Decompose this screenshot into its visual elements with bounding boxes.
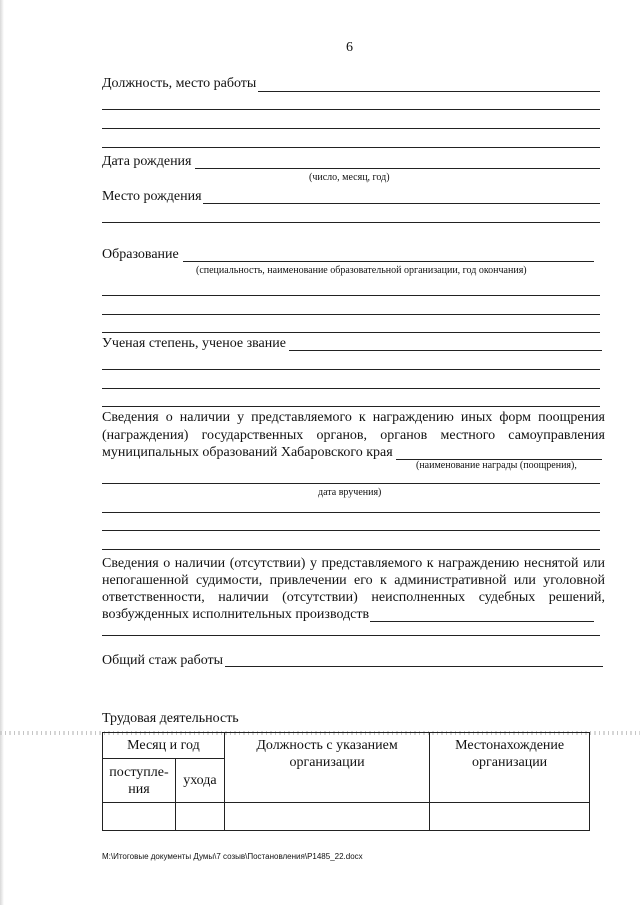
label-degree: Ученая степень, ученое звание <box>102 336 286 351</box>
header-location-line-2: организации <box>472 755 548 770</box>
header-position-line-1: Должность с указанием <box>256 738 398 753</box>
field-line[interactable] <box>102 388 600 389</box>
field-line[interactable] <box>102 530 600 531</box>
field-line[interactable] <box>102 147 600 148</box>
field-record-line[interactable] <box>370 621 594 622</box>
field-line[interactable] <box>102 295 600 296</box>
field-line[interactable] <box>102 406 600 407</box>
field-education-line[interactable] <box>183 261 594 262</box>
cell-entry[interactable] <box>103 803 176 831</box>
page-number: 6 <box>346 40 353 55</box>
field-line[interactable] <box>102 128 600 129</box>
awards-text-line-2: (награждения) государственных органов, органов местного самоуправления <box>102 428 605 443</box>
field-birth-date-line[interactable] <box>195 168 600 169</box>
field-birth-place-line[interactable] <box>203 203 600 204</box>
cell-exit[interactable] <box>175 803 224 831</box>
field-position-work-line[interactable] <box>258 91 600 92</box>
scan-edge <box>0 0 4 905</box>
header-entry-line-2: ния <box>128 781 150 797</box>
header-position-line-2: организации <box>289 755 365 770</box>
field-line[interactable] <box>102 109 600 110</box>
label-birth-date: Дата рождения <box>102 154 192 169</box>
footer-file-path: M:\Итоговые документы Думы\7 созыв\Постановления\Р1485_22.docx <box>102 852 363 861</box>
header-position <box>224 733 429 803</box>
awards-text-line-1: Сведения о наличии у представляемого к награждению иных форм поощрения <box>102 410 605 425</box>
work-section-title: Трудовая деятельность <box>102 711 239 726</box>
field-line[interactable] <box>102 314 600 315</box>
cell-position[interactable] <box>224 803 429 831</box>
record-text-line-2: непогашенной судимости, привлечении его к административной или уголовной <box>102 573 605 588</box>
field-total-experience-line[interactable] <box>225 666 603 667</box>
work-history-table <box>102 732 590 831</box>
hint-education: (специальность, наименование образовательной организации, год окончания) <box>196 265 527 276</box>
field-line[interactable] <box>102 483 600 484</box>
header-location <box>430 733 590 803</box>
hint-awards-1: (наименование награды (поощрения), <box>416 460 577 471</box>
table-row <box>103 803 590 831</box>
field-line[interactable] <box>102 222 600 223</box>
record-text-line-3: ответственности, наличии (отсутствии) неисполненных судебных решений, <box>102 590 605 605</box>
label-total-experience: Общий стаж работы <box>102 653 224 668</box>
header-month-year: Месяц и год <box>103 733 225 759</box>
field-line[interactable] <box>102 512 600 513</box>
cell-location[interactable] <box>430 803 590 831</box>
field-line[interactable] <box>102 369 600 370</box>
header-entry <box>103 759 176 803</box>
field-line[interactable] <box>102 549 600 550</box>
label-education: Образование <box>102 247 179 262</box>
label-position-work: Должность, место работы <box>102 76 257 91</box>
header-entry-line-1: поступле- <box>109 764 169 780</box>
field-line[interactable] <box>102 332 600 333</box>
header-exit: ухода <box>175 759 224 803</box>
record-text-line-1: Сведения о наличии (отсутствии) у представляемого к награждению неснятой или <box>102 556 605 571</box>
awards-text-line-3: муниципальных образований Хабаровского края <box>102 445 393 460</box>
record-text-line-4: возбужденных исполнительных производств <box>102 607 370 622</box>
header-location-line-1: Местонахождение <box>455 738 565 753</box>
hint-birth-date: (число, месяц, год) <box>309 172 390 183</box>
label-birth-place: Место рождения <box>102 189 202 204</box>
field-degree-line[interactable] <box>289 350 602 351</box>
field-line[interactable] <box>102 635 600 636</box>
hint-awards-2: дата вручения) <box>318 487 382 498</box>
